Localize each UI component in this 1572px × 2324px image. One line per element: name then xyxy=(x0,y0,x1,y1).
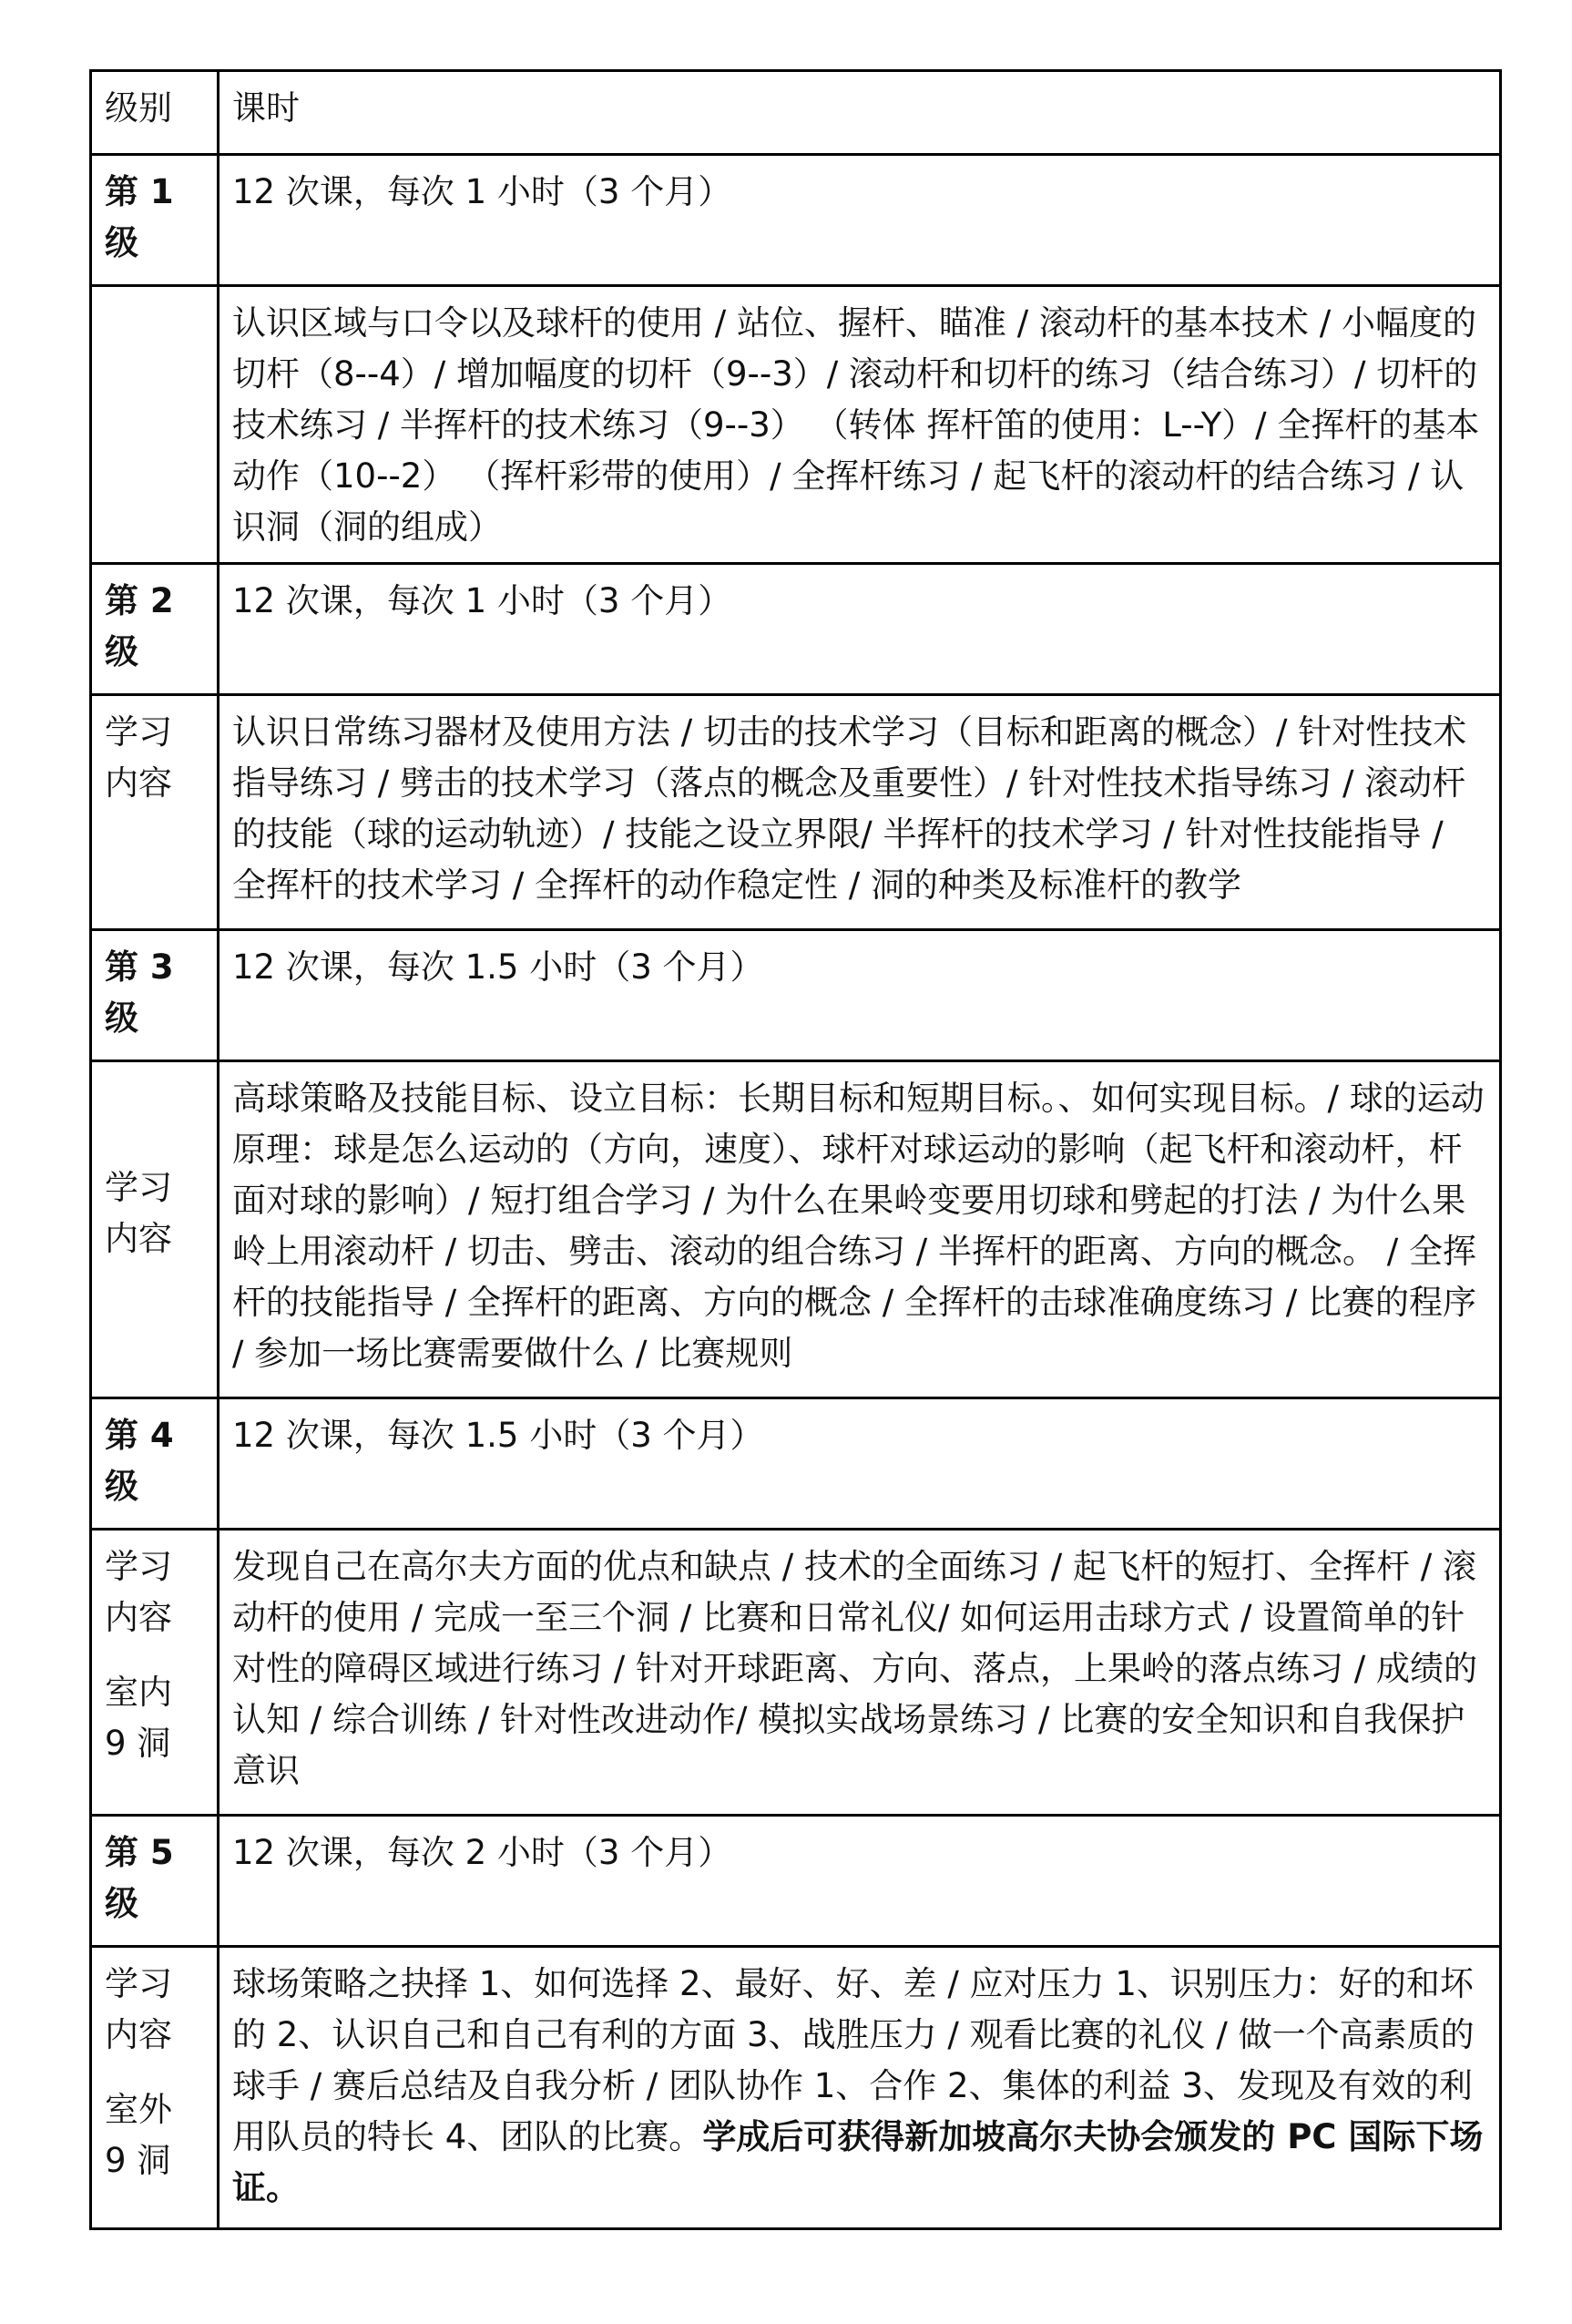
content-row xyxy=(91,695,1501,930)
content-cell: 发现自己在高尔夫方面的优点和缺点 / 技术的全面练习 / 起飞杆的短打、全挥杆 / 滚动杆的使用 / 完成一至三个洞 / 比赛和日常礼仪/ 如何运用击球方式 / 设置简单的针对性的障碍区域进行练习 / 针对开球距离、方向、落点，上果岭的落点练习 / 成绩的认知 / 综合训练 / 针对性改进动作/ 模拟实战场景练习 / 比赛的安全知识和自我保护意识 xyxy=(219,1530,1501,1816)
content-row xyxy=(91,286,1501,564)
content-cell: 球场策略之抉择 1、如何选择 2、最好、好、差 / 应对压力 1、识别压力：好的和坏的 2、认识自己和自己有利的方面 3、战胜压力 / 观看比赛的礼仪 / 做一个高素质的球手 / 赛后总结及自我分析 / 团队协作 1、合作 2、集体的利益 3、发现及有效的利用队员的特长 4、团队的比赛。学成后可获得新加坡高尔夫协会颁发的 PC 国际下场证。 xyxy=(219,1947,1501,2229)
level-cell: 第 1 级 xyxy=(91,155,219,286)
header-level: 级别 xyxy=(91,71,219,155)
label-cell: 学习 内容 室外 9 洞 xyxy=(91,1947,219,2229)
header-hours: 课时 xyxy=(219,71,1501,155)
level-cell: 第 3 级 xyxy=(91,930,219,1061)
label-cell: 学习 内容 室内 9 洞 xyxy=(91,1530,219,1816)
label-cell xyxy=(91,286,219,564)
label-cell: 学习 内容 xyxy=(91,695,219,930)
level-row xyxy=(91,564,1501,695)
hours-cell: 12 次课，每次 1.5 小时（3 个月） xyxy=(219,930,1501,1061)
hours-cell: 12 次课，每次 1 小时（3 个月） xyxy=(219,564,1501,695)
hours-cell: 12 次课，每次 2 小时（3 个月） xyxy=(219,1816,1501,1947)
level-row xyxy=(91,1816,1501,1947)
level-row xyxy=(91,1398,1501,1530)
level-cell: 第 2 级 xyxy=(91,564,219,695)
level-row xyxy=(91,155,1501,286)
header-row xyxy=(91,71,1501,155)
content-cell: 高球策略及技能目标、设立目标：长期目标和短期目标。、如何实现目标。/ 球的运动原理：球是怎么运动的（方向，速度）、球杆对球运动的影响（起飞杆和滚动杆，杆面对球的影响）/ 短打组合学习 / 为什么在果岭变要用切球和劈起的打法 / 为什么果岭上用滚动杆 / 切击、劈击、滚动的组合练习 / 半挥杆的距离、方向的概念。 / 全挥杆的技能指导 / 全挥杆的距离、方向的概念 / 全挥杆的击球准确度练习 / 比赛的程序 / 参加一场比赛需要做什么 / 比赛规则 xyxy=(219,1061,1501,1398)
label-cell: 学习 内容 xyxy=(91,1061,219,1398)
course-table xyxy=(89,69,1502,2230)
level-cell: 第 5 级 xyxy=(91,1816,219,1947)
content-cell: 认识区域与口令以及球杆的使用 / 站位、握杆、瞄准 / 滚动杆的基本技术 / 小幅度的切杆（8--4）/ 增加幅度的切杆（9--3）/ 滚动杆和切杆的练习（结合练习）/ 切杆的技术练习 / 半挥杆的技术练习（9--3） （转体 挥杆笛的使用：L--Y）/ 全挥杆的基本动作（10--2） （挥杆彩带的使用）/ 全挥杆练习 / 起飞杆的滚动杆的结合练习 / 认识洞（洞的组成） xyxy=(219,286,1501,564)
level-cell: 第 4 级 xyxy=(91,1398,219,1530)
hours-cell: 12 次课，每次 1.5 小时（3 个月） xyxy=(219,1398,1501,1530)
content-row xyxy=(91,1947,1501,2229)
content-row xyxy=(91,1530,1501,1816)
hours-cell: 12 次课，每次 1 小时（3 个月） xyxy=(219,155,1501,286)
certificate-note: 学成后可获得新加坡高尔夫协会颁发的 PC 国际下场证。 xyxy=(232,2117,1484,2207)
content-row xyxy=(91,1061,1501,1398)
level-row xyxy=(91,930,1501,1061)
content-cell: 认识日常练习器材及使用方法 / 切击的技术学习（目标和距离的概念）/ 针对性技术指导练习 / 劈击的技术学习（落点的概念及重要性）/ 针对性技术指导练习 / 滚动杆的技能（球的运动轨迹）/ 技能之设立界限/ 半挥杆的技术学习 / 针对性技能指导 / 全挥杆的技术学习 / 全挥杆的动作稳定性 / 洞的种类及标准杆的教学 xyxy=(219,695,1501,930)
